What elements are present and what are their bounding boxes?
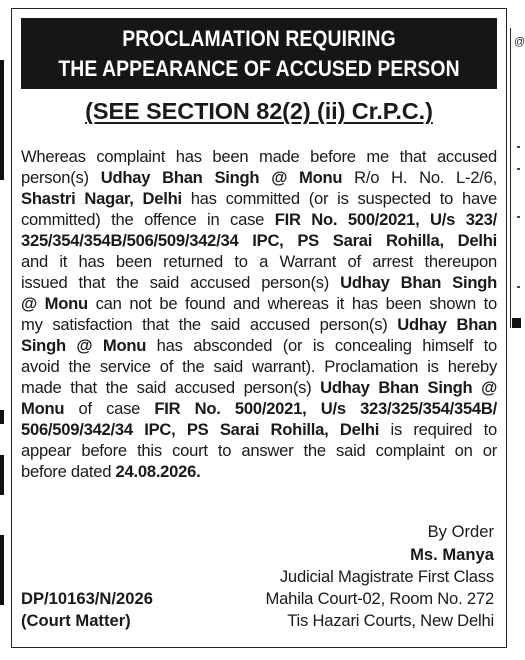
body-text-bold: FIR No. 500/2021, U/s 323/ [274,210,498,229]
proclamation-notice [11,8,507,648]
body-line [21,440,497,461]
left-page-edge [0,0,4,660]
proclamation-body [21,146,497,482]
section-reference: (SEE SECTION 82(2) (ii) Cr.P.C.) [85,98,433,124]
body-line [21,314,497,335]
body-text-run: Whereas complaint has been made before me that accused [21,147,497,166]
body-line [21,230,497,251]
body-line [21,188,497,209]
title-line: PROCLAMATION REQUIRING [122,26,396,51]
body-text-run: made that the said accused person(s) [21,378,321,397]
body-line [21,335,497,356]
body-text-run: of case [64,399,155,418]
body-text-run: appear before this court to answer the said complaint on or [21,441,497,460]
right-page-edge [510,28,523,328]
body-text-run: has absconded (or is concealing himself to [146,336,497,355]
body-text-run: has committed (or is suspected to have [181,189,497,208]
body-line [21,167,497,188]
title-line: THE APPEARANCE OF ACCUSED PERSON [58,56,460,81]
body-text-bold: Singh @ Monu [21,336,147,355]
body-text-run: person(s) [21,168,101,187]
body-line [21,356,497,377]
body-text-run: can not be found and whereas it has been shown to [87,294,497,313]
body-text-run: my satisfaction that the said accused person(s) [21,315,398,334]
body-text-bold: Udhay Bhan Singh @ [320,378,498,397]
body-text-bold: Shastri Nagar, Delhi [21,189,182,208]
body-line [21,146,497,167]
body-text-bold: @ Monu [21,294,88,313]
magistrate-designation [266,566,494,632]
body-text-bold: Udhay Bhan Singh @ Monu [100,168,343,187]
body-text-bold: Udhay Bhan Singh [340,273,497,292]
designation-line: Judicial Magistrate First Class [279,567,494,586]
body-text-run: before dated [21,462,116,481]
designation-line: Tis Hazari Courts, New Delhi [287,611,494,630]
title-banner [21,18,497,89]
body-line [21,272,497,293]
body-line [21,209,497,230]
body-text-bold: FIR No. 500/2021, U/s 323/325/354/354B/ [154,399,497,418]
section-heading [12,98,506,128]
body-line [21,377,497,398]
body-text-bold: 325/354/354B/506/509/342/34 IPC, PS Sarai Rohilla, Delhi [21,231,497,250]
body-line [21,251,497,272]
body-text-bold: Udhay Bhan [397,315,497,334]
body-text-bold: Monu [21,399,65,418]
magistrate-name: Ms. Manya [410,545,494,564]
body-text-run: and it has been returned to a Warrant of arrest thereupon [21,252,497,271]
body-text-bold: 24.08.2026. [115,462,201,481]
body-line [21,419,497,440]
body-text-run: R/o H. No. L-2/6, [342,168,497,187]
body-text-run: is required to [379,420,497,439]
body-text-bold: 506/509/342/34 IPC, PS Sarai Rohilla, Delhi [21,420,380,439]
by-order-label: By Order [427,522,494,541]
dp-number: DP/10163/N/2026 [21,589,153,608]
court-matter-label: (Court Matter) [21,611,131,630]
body-text-run: committed) the offence in case [21,210,275,229]
dp-reference [21,588,153,632]
body-line [21,398,497,419]
body-line [21,461,497,482]
body-text-run: avoid the service of the said warrant). Proclamation is hereby [21,357,497,376]
body-text-run: issued that the said accused person(s) [21,273,341,292]
body-line [21,293,497,314]
designation-line: Mahila Court-02, Room No. 272 [265,589,494,608]
adjacent-fragment-text: @ [514,36,525,48]
